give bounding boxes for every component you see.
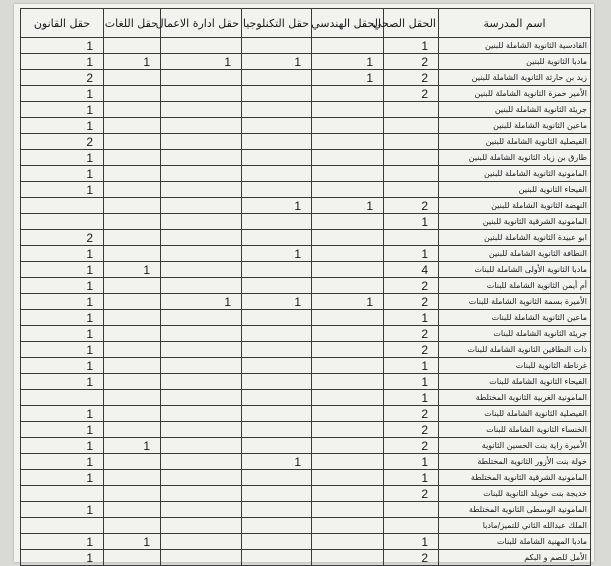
cell-law: 2 — [21, 230, 104, 246]
table-row — [21, 54, 591, 70]
cell-engineering — [312, 374, 384, 390]
cell-technology — [242, 86, 312, 102]
cell-languages — [104, 214, 161, 230]
cell-law: 1 — [21, 54, 104, 70]
cell-health: 2 — [384, 86, 439, 102]
cell-law: 1 — [21, 342, 104, 358]
cell-law: 1 — [21, 470, 104, 486]
cell-engineering — [312, 118, 384, 134]
cell-health: 2 — [384, 486, 439, 502]
cell-technology — [242, 374, 312, 390]
cell-school-name: الأميرة بسمة الثانوية الشاملة للبنات — [439, 294, 591, 310]
cell-business — [161, 38, 242, 54]
cell-engineering — [312, 502, 384, 518]
table-row — [21, 118, 591, 134]
cell-business — [161, 406, 242, 422]
cell-technology — [242, 262, 312, 278]
table-row — [21, 470, 591, 486]
cell-business: 1 — [161, 54, 242, 70]
table-row — [21, 502, 591, 518]
cell-technology — [242, 230, 312, 246]
cell-law: 1 — [21, 310, 104, 326]
cell-business — [161, 134, 242, 150]
cell-health — [384, 502, 439, 518]
cell-health: 2 — [384, 294, 439, 310]
header-health-field: الحقل الصحي — [384, 9, 439, 38]
cell-technology — [242, 182, 312, 198]
cell-languages — [104, 230, 161, 246]
cell-health: 1 — [384, 374, 439, 390]
cell-law: 1 — [21, 374, 104, 390]
cell-engineering — [312, 390, 384, 406]
cell-languages — [104, 134, 161, 150]
table-row — [21, 70, 591, 86]
table-row — [21, 550, 591, 566]
cell-business — [161, 102, 242, 118]
cell-school-name: المامونية الوسطى الثانوية المختلطة — [439, 502, 591, 518]
cell-law: 1 — [21, 502, 104, 518]
cell-business: 1 — [161, 294, 242, 310]
cell-school-name: جريئة الثانوية الشاملة للبنات — [439, 326, 591, 342]
cell-health: 1 — [384, 38, 439, 54]
cell-law: 1 — [21, 326, 104, 342]
cell-school-name: القادسية الثانوية الشاملة للبنين — [439, 38, 591, 54]
cell-technology: 1 — [242, 246, 312, 262]
cell-school-name: الملك عبدالله الثاني للتميز/مادبا — [439, 518, 591, 534]
cell-business — [161, 342, 242, 358]
cell-languages — [104, 38, 161, 54]
table-row — [21, 294, 591, 310]
cell-health: 2 — [384, 326, 439, 342]
cell-languages — [104, 550, 161, 566]
cell-school-name: طارق بن زياد الثانوية الشاملة للبنين — [439, 150, 591, 166]
cell-technology — [242, 118, 312, 134]
cell-business — [161, 182, 242, 198]
table-row — [21, 326, 591, 342]
table-row — [21, 246, 591, 262]
cell-law: 1 — [21, 422, 104, 438]
cell-languages — [104, 358, 161, 374]
cell-business — [161, 374, 242, 390]
cell-law: 1 — [21, 534, 104, 550]
cell-business — [161, 518, 242, 534]
cell-school-name: زيد بن حارثة الثانوية الشاملة للبنين — [439, 70, 591, 86]
cell-business — [161, 262, 242, 278]
cell-school-name: جريئة الثانوية الشاملة للبنين — [439, 102, 591, 118]
cell-health: 2 — [384, 550, 439, 566]
cell-school-name: ابو عبيدة الثانوية الشاملة للبنين — [439, 230, 591, 246]
cell-business — [161, 326, 242, 342]
cell-languages — [104, 390, 161, 406]
cell-engineering — [312, 438, 384, 454]
cell-health: 1 — [384, 214, 439, 230]
cell-languages: 1 — [104, 438, 161, 454]
cell-engineering — [312, 102, 384, 118]
cell-school-name: خديجة بنت خويلد الثانوية للبنات — [439, 486, 591, 502]
table-row — [21, 374, 591, 390]
cell-health: 1 — [384, 358, 439, 374]
cell-school-name: المامونية الغربية الثانوية المختلطة — [439, 390, 591, 406]
cell-health — [384, 230, 439, 246]
cell-business — [161, 502, 242, 518]
cell-business — [161, 550, 242, 566]
table-row — [21, 86, 591, 102]
cell-languages — [104, 502, 161, 518]
cell-technology — [242, 406, 312, 422]
school-fields-table — [20, 8, 591, 566]
cell-languages — [104, 454, 161, 470]
cell-languages — [104, 182, 161, 198]
table-row — [21, 38, 591, 54]
cell-technology — [242, 470, 312, 486]
cell-engineering — [312, 550, 384, 566]
cell-school-name: ماعين الثانوية الشاملة للبنين — [439, 118, 591, 134]
cell-health: 1 — [384, 310, 439, 326]
cell-business — [161, 454, 242, 470]
cell-school-name: الفيصلية الثانوية الشاملة للبنات — [439, 406, 591, 422]
cell-business — [161, 166, 242, 182]
cell-school-name: الأمير حمزة الثانوية الشاملة للبنين — [439, 86, 591, 102]
table-row — [21, 454, 591, 470]
cell-technology — [242, 166, 312, 182]
cell-engineering — [312, 534, 384, 550]
cell-languages — [104, 294, 161, 310]
cell-technology — [242, 70, 312, 86]
cell-engineering — [312, 182, 384, 198]
cell-law — [21, 198, 104, 214]
table-row — [21, 518, 591, 534]
cell-business — [161, 470, 242, 486]
cell-school-name: مادبا الثانوية الأولى الشاملة للبنات — [439, 262, 591, 278]
cell-technology — [242, 134, 312, 150]
cell-law: 1 — [21, 454, 104, 470]
cell-engineering — [312, 38, 384, 54]
cell-business — [161, 358, 242, 374]
cell-business — [161, 70, 242, 86]
cell-engineering — [312, 454, 384, 470]
cell-languages — [104, 310, 161, 326]
table-row — [21, 278, 591, 294]
cell-school-name: النطافة الثانوية الشاملة للبنين — [439, 246, 591, 262]
cell-school-name: المامونية الثانوية الشاملة للبنين — [439, 166, 591, 182]
cell-technology — [242, 390, 312, 406]
cell-engineering: 1 — [312, 70, 384, 86]
cell-technology: 1 — [242, 198, 312, 214]
cell-engineering — [312, 230, 384, 246]
cell-engineering — [312, 486, 384, 502]
cell-health: 4 — [384, 262, 439, 278]
cell-technology — [242, 310, 312, 326]
cell-business — [161, 246, 242, 262]
cell-engineering — [312, 134, 384, 150]
cell-school-name: خولة بنت الأزور الثانوية المختلطة — [439, 454, 591, 470]
cell-languages — [104, 102, 161, 118]
cell-business — [161, 278, 242, 294]
cell-languages — [104, 326, 161, 342]
cell-health — [384, 118, 439, 134]
table-row — [21, 310, 591, 326]
cell-health: 2 — [384, 198, 439, 214]
cell-engineering — [312, 406, 384, 422]
cell-law — [21, 214, 104, 230]
cell-languages — [104, 486, 161, 502]
cell-engineering — [312, 166, 384, 182]
cell-technology — [242, 214, 312, 230]
cell-law: 1 — [21, 358, 104, 374]
cell-health: 2 — [384, 342, 439, 358]
cell-law: 1 — [21, 406, 104, 422]
cell-technology — [242, 518, 312, 534]
cell-health: 1 — [384, 454, 439, 470]
cell-engineering — [312, 246, 384, 262]
cell-languages — [104, 342, 161, 358]
cell-business — [161, 486, 242, 502]
cell-technology — [242, 358, 312, 374]
cell-engineering: 1 — [312, 198, 384, 214]
cell-technology — [242, 38, 312, 54]
cell-health: 2 — [384, 70, 439, 86]
cell-school-name: المامونية الشرقية الثانوية للبنين — [439, 214, 591, 230]
cell-technology — [242, 438, 312, 454]
cell-school-name: الأميرة راية بنت الحسين الثانوية — [439, 438, 591, 454]
cell-engineering — [312, 326, 384, 342]
cell-health: 2 — [384, 438, 439, 454]
cell-languages — [104, 278, 161, 294]
cell-engineering — [312, 150, 384, 166]
header-row — [21, 9, 591, 38]
cell-technology — [242, 486, 312, 502]
cell-school-name: الفيصلية الثانوية الشاملة للبنين — [439, 134, 591, 150]
cell-business — [161, 390, 242, 406]
table-row — [21, 166, 591, 182]
table-row — [21, 534, 591, 550]
cell-school-name: مادبا المهنية الشاملة للبنات — [439, 534, 591, 550]
cell-school-name: الفيحاء الثانوية للبنين — [439, 182, 591, 198]
cell-languages: 1 — [104, 262, 161, 278]
table-row — [21, 150, 591, 166]
cell-business — [161, 86, 242, 102]
cell-technology — [242, 502, 312, 518]
cell-health: 1 — [384, 390, 439, 406]
header-languages-field: حقل اللغات — [104, 9, 161, 38]
cell-languages — [104, 70, 161, 86]
cell-languages — [104, 422, 161, 438]
cell-health — [384, 166, 439, 182]
cell-health — [384, 182, 439, 198]
header-engineering-field: الحقل الهندسي — [312, 9, 384, 38]
table-row — [21, 262, 591, 278]
table-body — [21, 38, 591, 566]
table-row — [21, 438, 591, 454]
cell-health: 2 — [384, 54, 439, 70]
table-row — [21, 182, 591, 198]
cell-engineering — [312, 86, 384, 102]
cell-health: 1 — [384, 470, 439, 486]
cell-engineering — [312, 470, 384, 486]
table-row — [21, 214, 591, 230]
cell-law: 1 — [21, 246, 104, 262]
cell-engineering — [312, 278, 384, 294]
cell-engineering — [312, 310, 384, 326]
table-row — [21, 342, 591, 358]
cell-law: 1 — [21, 38, 104, 54]
cell-technology: 1 — [242, 54, 312, 70]
cell-languages: 1 — [104, 54, 161, 70]
cell-languages: 1 — [104, 534, 161, 550]
header-law-field: حقل القانون — [21, 9, 104, 38]
cell-languages — [104, 470, 161, 486]
cell-technology: 1 — [242, 454, 312, 470]
cell-law: 1 — [21, 166, 104, 182]
cell-school-name: المامونية الشرقية الثانوية المختلطة — [439, 470, 591, 486]
cell-law — [21, 390, 104, 406]
cell-health: 1 — [384, 534, 439, 550]
table-row — [21, 358, 591, 374]
header-school-name: اسم المدرسة — [439, 9, 591, 38]
cell-engineering — [312, 422, 384, 438]
cell-engineering — [312, 262, 384, 278]
cell-languages — [104, 246, 161, 262]
table-row — [21, 198, 591, 214]
cell-languages — [104, 86, 161, 102]
cell-law: 1 — [21, 150, 104, 166]
cell-school-name: الفيحاء الثانوية الشاملة للبنات — [439, 374, 591, 390]
cell-health — [384, 102, 439, 118]
cell-business — [161, 214, 242, 230]
cell-health: 2 — [384, 406, 439, 422]
cell-engineering — [312, 358, 384, 374]
cell-law: 1 — [21, 118, 104, 134]
cell-languages — [104, 166, 161, 182]
cell-business — [161, 230, 242, 246]
cell-law: 1 — [21, 294, 104, 310]
cell-health: 2 — [384, 422, 439, 438]
cell-technology — [242, 342, 312, 358]
table-row — [21, 486, 591, 502]
cell-law — [21, 518, 104, 534]
cell-languages — [104, 518, 161, 534]
cell-health — [384, 150, 439, 166]
cell-school-name: الخنساء الثانوية الشاملة للبنات — [439, 422, 591, 438]
cell-languages — [104, 406, 161, 422]
cell-languages — [104, 118, 161, 134]
cell-school-name: الأمل للصم و البكم — [439, 550, 591, 566]
table-row — [21, 102, 591, 118]
cell-law: 1 — [21, 102, 104, 118]
cell-business — [161, 422, 242, 438]
cell-law: 1 — [21, 182, 104, 198]
cell-technology: 1 — [242, 294, 312, 310]
cell-law: 1 — [21, 550, 104, 566]
cell-technology — [242, 534, 312, 550]
cell-school-name: ماعين الثانوية الشاملة للبنات — [439, 310, 591, 326]
cell-engineering: 1 — [312, 54, 384, 70]
cell-law: 1 — [21, 438, 104, 454]
cell-technology — [242, 150, 312, 166]
cell-technology — [242, 422, 312, 438]
header-business-field: حقل ادارة الاعمال — [161, 9, 242, 38]
cell-languages — [104, 374, 161, 390]
cell-law: 1 — [21, 278, 104, 294]
cell-school-name: النهضة الثانوية الشاملة للبنين — [439, 198, 591, 214]
cell-school-name: ذات النطاقين الثانوية الشاملة للبنات — [439, 342, 591, 358]
cell-engineering — [312, 214, 384, 230]
cell-technology — [242, 278, 312, 294]
header-technology-field: حقل التكنلوجيا — [242, 9, 312, 38]
cell-business — [161, 118, 242, 134]
cell-languages — [104, 150, 161, 166]
cell-law: 1 — [21, 86, 104, 102]
cell-health: 1 — [384, 246, 439, 262]
cell-engineering: 1 — [312, 294, 384, 310]
cell-health — [384, 134, 439, 150]
cell-health: 2 — [384, 278, 439, 294]
cell-engineering — [312, 342, 384, 358]
table-row — [21, 390, 591, 406]
table-row — [21, 422, 591, 438]
cell-school-name: غرناطة الثانوية للبنات — [439, 358, 591, 374]
cell-technology — [242, 102, 312, 118]
cell-engineering — [312, 518, 384, 534]
cell-business — [161, 310, 242, 326]
cell-law: 2 — [21, 134, 104, 150]
cell-technology — [242, 326, 312, 342]
cell-business — [161, 534, 242, 550]
cell-school-name: أم أيمن الثانوية الشاملة للبنات — [439, 278, 591, 294]
table-row — [21, 406, 591, 422]
cell-business — [161, 198, 242, 214]
cell-technology — [242, 550, 312, 566]
cell-languages — [104, 198, 161, 214]
cell-health — [384, 518, 439, 534]
table-row — [21, 134, 591, 150]
cell-business — [161, 150, 242, 166]
table-row — [21, 230, 591, 246]
cell-law: 1 — [21, 262, 104, 278]
cell-school-name: مادبا الثانوية للبنين — [439, 54, 591, 70]
cell-law — [21, 486, 104, 502]
cell-business — [161, 438, 242, 454]
cell-law: 2 — [21, 70, 104, 86]
